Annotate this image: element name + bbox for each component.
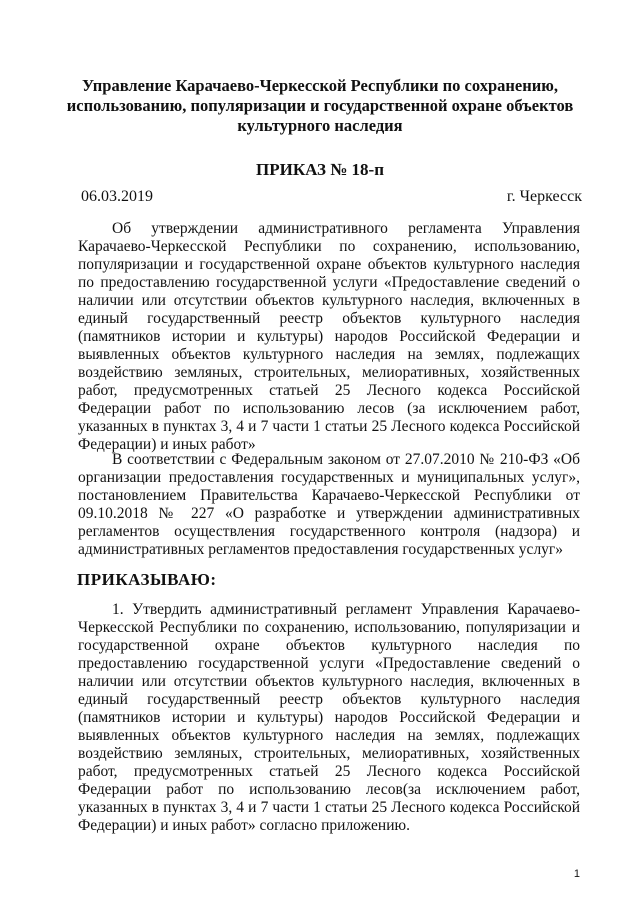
order-title: ПРИКАЗ № 18-п xyxy=(255,160,385,179)
order-item-1: 1. Утвердить административный регламент Управления Карачаево-Черкесской Республики по сохранению, использованию, популяризации и государственной охране объектов культурного наследия по предоставлению государственной услуги «Предоставление сведений о наличии или отсутствии объектов культурного наследия, включенных в единый государственный реестр объектов культурного наследия (памятников истории и культуры) народов Российской Федерации и выявленных объектов культурного наследия на землях, подлежащих воздействию земляных, строительных, мелиоративных, хозяйственных работ, предусмотренных статьей 25 Лесного кодекса Российской Федерации работ по использованию лесов(за исключением работ, указанных в пунктах 3, 4 и 7 части 1 статьи 25 Лесного кодекса Российской Федерации) и иных работ» согласно приложению. xyxy=(78,601,580,834)
order-city: г. Черкесск xyxy=(506,188,582,205)
order-word: ПРИКАЗЫВАЮ: xyxy=(77,570,217,589)
basis-paragraph: В соответствии с Федеральным законом от 27.07.2010 № 210-ФЗ «Об организации предоставления государственных и муниципальных услуг», постановлением Правительства Карачаево-Черкесской Республики от 09.10.2018 № 227 «О разработке и утверждении административных регламентов осуществления государственного контроля (надзора) и административных регламентов предоставления государственных услуг» xyxy=(78,451,580,558)
organization-header: Управление Карачаево-Черкесской Республики по сохранению, использованию, популяризации и государственной охране объектов культурного наследия xyxy=(66,76,574,135)
intro-paragraph: Об утверждении административного регламента Управления Карачаево-Черкесской Республики по сохранению, использованию, популяризации и государственной охране объектов культурного наследия по предоставлению государственной услуги «Предоставление сведений о наличии или отсутствии объектов культурного наследия, включенных в единый государственный реестр объектов культурного наследия (памятников истории и культуры) народов Российской Федерации и выявленных объектов культурного наследия на землях, подлежащих воздействию земляных, строительных, мелиоративных, хозяйственных работ, предусмотренных статьей 25 Лесного кодекса Российской Федерации работ по использованию лесов (за исключением работ, указанных в пунктах 3, 4 и 7 части 1 статьи 25 Лесного кодекса Российской Федерации) и иных работ» xyxy=(78,220,580,453)
order-date: 06.03.2019 xyxy=(81,188,153,205)
page-number: 1 xyxy=(573,868,580,880)
